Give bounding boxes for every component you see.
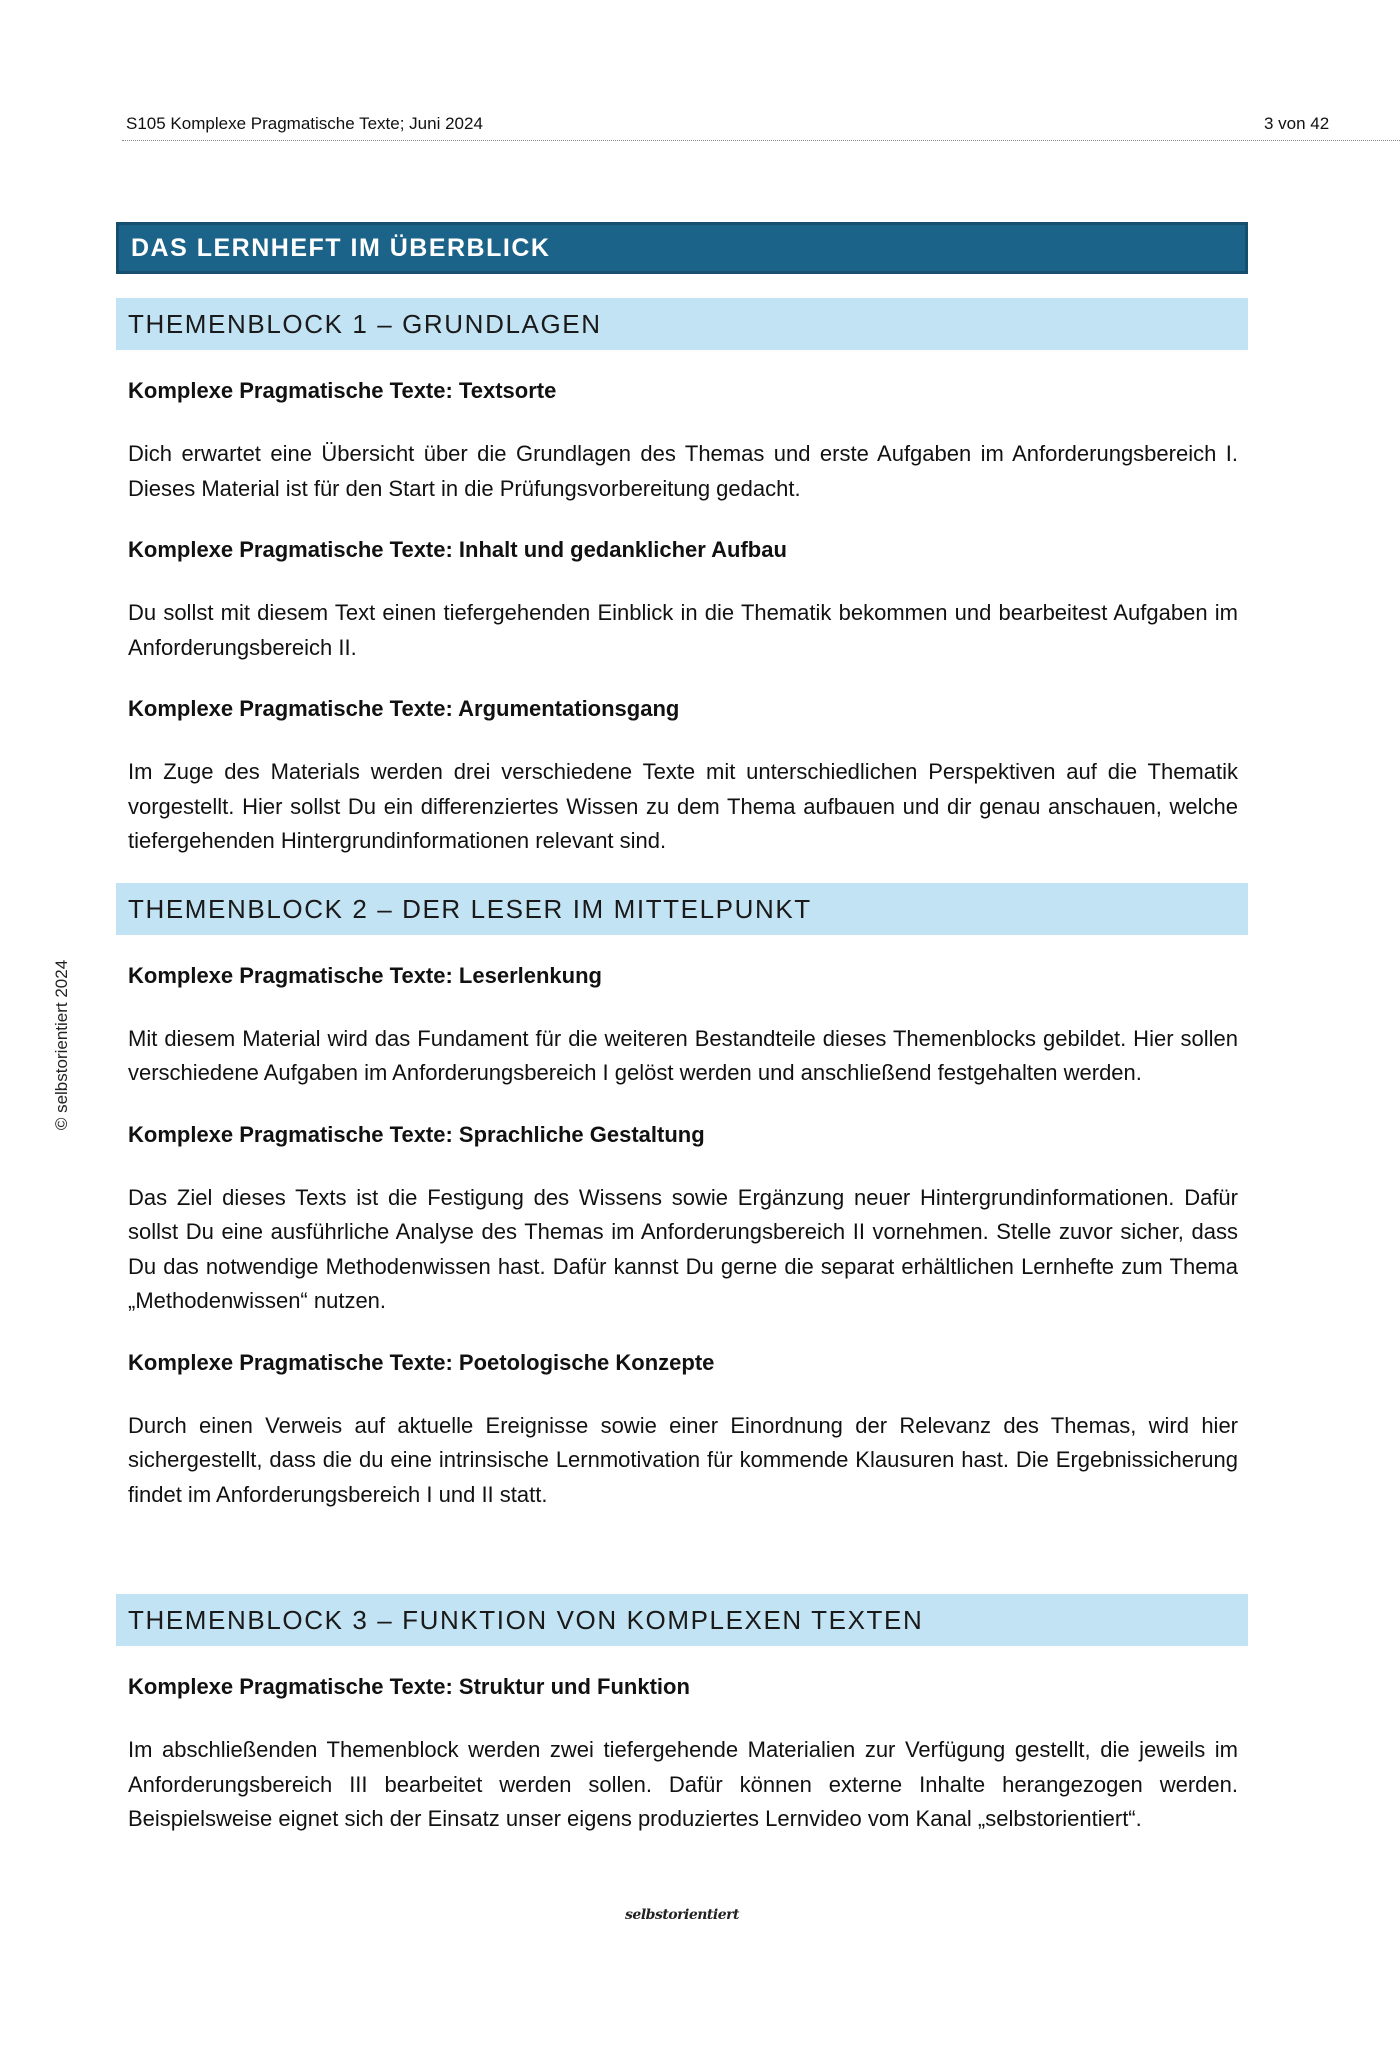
copyright-notice: © selbstorientiert 2024 [52,959,71,1131]
themenblock-1 [116,298,1248,859]
section-text: Im Zuge des Materials werden drei verschiedene Texte mit unterschiedlichen Perspektiven auf die Thematik vorgestellt. Hier sollst Du ein differenziertes Wissen zu dem Thema aufbauen und dir genau anschauen, welche tiefergehenden Hintergrundinformationen relevant sind. [128,759,1238,853]
section-title: Komplexe Pragmatische Texte: Sprachliche Gestaltung [128,1121,705,1147]
section-title: Komplexe Pragmatische Texte: Struktur und Funktion [128,1674,690,1699]
section [116,536,1248,665]
section-title: Komplexe Pragmatische Texte: Inhalt und gedanklicher Aufbau [128,537,787,562]
section-text: Durch einen Verweis auf aktuelle Ereignisse sowie einer Einordnung der Relevanz des Themas, wird hier sichergestellt, dass die du eine intrinsische Lernmotivation für kommende Klausuren hast. Die Ergebnissicherung findet im Anforderungsbereich I und II statt. [128,1412,1238,1507]
themenblock-2 [116,883,1248,1513]
section-text: Das Ziel dieses Texts ist die Festigung des Wissens sowie Ergänzung neuer Hintergrundinformationen. Dafür sollst Du eine ausführliche Analyse des Themas im Anforderungsbereich II vornehmen. Stelle zuvor sicher, dass Du das notwendige Methodenwissen hast. Dafür kannst Du gerne die separat erhältlichen Lernhefte zum Thema „Methodenwissen“ nutzen. [128,1184,1238,1313]
page-header [122,114,1400,141]
section-title: Komplexe Pragmatische Texte: Poetologische Konzepte [128,1349,715,1375]
footer-signature-logo: selbstorientiert [625,1907,739,1923]
document-title: S105 Komplexe Pragmatische Texte; Juni 2024 [126,114,483,133]
section [116,377,1248,506]
section [116,962,1248,1091]
main-content [116,222,1248,1837]
block-heading: THEMENBLOCK 1 – GRUNDLAGEN [116,298,1248,350]
section [116,695,1248,859]
page-title: DAS LERNHEFT IM ÜBERBLICK [116,222,1248,274]
section-text: Dich erwartet eine Übersicht über die Grundlagen des Themas und erste Aufgaben im Anforderungsbereich I. Dieses Material ist für den Start in die Prüfungsvorbereitung gedacht. [128,441,1238,501]
section-text: Im abschließenden Themenblock werden zwei tiefergehende Materialien zur Verfügung gestellt, die jeweils im Anforderungsbereich III bearbeitet werden sollen. Dafür können externe Inhalte herangezogen werden. Beispielsweise eignet sich der Einsatz unser eigens produziertes Lernvideo vom Kanal „selbstorientiert“. [128,1737,1238,1831]
section-title: Komplexe Pragmatische Texte: Textsorte [128,378,557,403]
section [116,1121,1248,1319]
section-title: Komplexe Pragmatische Texte: Leserlenkung [128,962,602,988]
page-number: 3 von 42 [1264,114,1330,133]
block-heading: THEMENBLOCK 2 – DER LESER IM MITTELPUNKT [116,883,1248,935]
themenblock-3 [116,1594,1248,1837]
section [116,1673,1248,1837]
section-title: Komplexe Pragmatische Texte: Argumentationsgang [128,696,680,721]
block-heading: THEMENBLOCK 3 – FUNKTION VON KOMPLEXEN TEXTEN [116,1594,1248,1646]
section-text: Du sollst mit diesem Text einen tiefergehenden Einblick in die Thematik bekommen und bearbeitest Aufgaben im Anforderungsbereich II. [128,600,1238,660]
section [116,1349,1248,1513]
section-text: Mit diesem Material wird das Fundament für die weiteren Bestandteile dieses Themenblocks gebildet. Hier sollen verschiedene Aufgaben im Anforderungsbereich I gelöst werden und anschließend festgehalten werden. [128,1025,1238,1085]
